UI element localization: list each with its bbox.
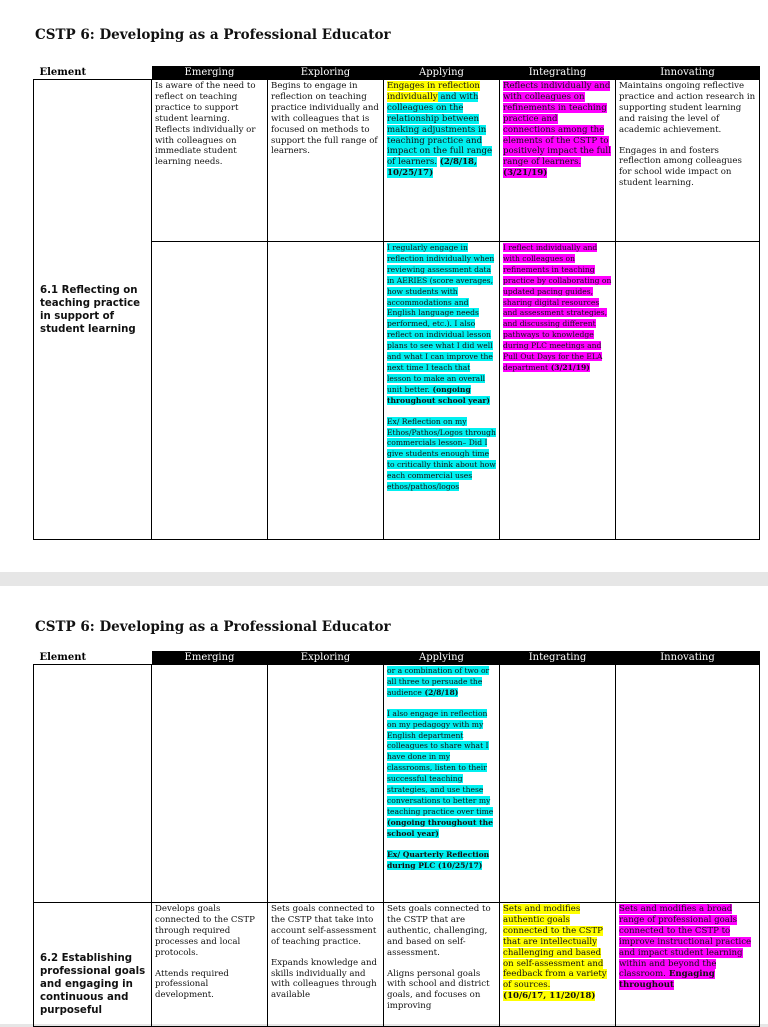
cont-applying: or a combination of two or all three to persuade the audience (2/8/18) I also engage in reflection on my pedagogy with my English department colleagues to share what I have done in my classrooms, listen to their successful teaching strategies, and use these conversations to better my teaching practice over time (ongoing throughout the school year) Ex/ Quarterly Reflection during PLC (10/25/17): [384, 665, 500, 903]
header-innovating: Innovating: [616, 651, 760, 665]
cstp-table-page-2: [33, 651, 760, 1027]
header-integrating: Integrating: [500, 66, 616, 80]
header-innovating: Innovating: [616, 66, 760, 80]
descriptor-row: [34, 80, 760, 242]
evidence-innovating: [616, 242, 760, 540]
e62-applying: Sets goals connected to the CSTP that are authentic, challenging, and based on self-assessment. Aligns personal goals with school and district goals, and focuses on improving: [384, 903, 500, 1027]
header-emerging: Emerging: [152, 651, 268, 665]
desc-applying: Engages in reflection individually and with colleagues on the relationship between making adjustments in teaching practice and impact on the full range of learners. (2/8/18, 10/25/17): [384, 80, 500, 242]
evidence-applying: I regularly engage in reflection individually when reviewing assessment data in AERIES (score averages, how students with accommodations and English language needs performed, etc.). I also reflect on individual lesson plans to see what I did well and what I can improve the next time I teach that lesson to make an overall unit better. (ongoing throughout school year) Ex/ Reflection on my Ethos/Pathos/Logos through commercials lesson– Did I give students enough time to critically think about how each commercial uses ethos/pathos/logos: [384, 242, 500, 540]
cont-emerging: [152, 665, 268, 903]
continued-row: [34, 665, 760, 903]
header-element: Element: [34, 651, 152, 665]
evidence-integrating: I reflect individually and with colleagues on refinements in teaching practice by collaborating on updated pacing guides, sharing digital resources and assessment strategies, and discussing different pathways to knowledge during PLC meetings and Pull Out Days for the ELA department (3/21/19): [500, 242, 616, 540]
page-title: CSTP 6: Developing as a Professional Educator: [35, 27, 391, 43]
page-2: [0, 586, 768, 1024]
desc-integrating: Reflects individually and with colleagues on refinements in teaching practice and connections among the elements of the CSTP to positively impact the full range of learners. (3/21/19): [500, 80, 616, 242]
header-integrating: Integrating: [500, 651, 616, 665]
header-row: [34, 651, 760, 665]
page-title: CSTP 6: Developing as a Professional Educator: [35, 619, 391, 635]
e62-integrating: Sets and modifies authentic goals connected to the CSTP that are intellectually challenging and based on self-assessment and feedback from a variety of sources. (10/6/17, 11/20/18): [500, 903, 616, 1027]
header-exploring: Exploring: [268, 651, 384, 665]
header-exploring: Exploring: [268, 66, 384, 80]
evidence-exploring: [268, 242, 384, 540]
header-applying: Applying: [384, 66, 500, 80]
element-6-2-row: [34, 903, 760, 1027]
header-applying: Applying: [384, 651, 500, 665]
cont-integrating: [500, 665, 616, 903]
cstp-table-page-1: [33, 66, 760, 540]
element-6-1-cont: [34, 665, 152, 903]
element-6-2: 6.2 Establishing professional goals and engaging in continuous and purposeful: [34, 903, 152, 1027]
element-6-1: 6.1 Reflecting on teaching practice in support of student learning: [34, 80, 152, 540]
desc-emerging: Is aware of the need to reflect on teaching practice to support student learning. Reflects individually or with colleagues on immediate student learning needs.: [152, 80, 268, 242]
desc-innovating: Maintains ongoing reflective practice and action research in supporting student learning and raising the level of academic achievement. Engages in and fosters reflection among colleagues for school wide impact on student learning.: [616, 80, 760, 242]
e62-emerging: Develops goals connected to the CSTP through required processes and local protocols. Attends required professional development.: [152, 903, 268, 1027]
evidence-emerging: [152, 242, 268, 540]
cont-exploring: [268, 665, 384, 903]
e62-exploring: Sets goals connected to the CSTP that take into account self-assessment of teaching practice. Expands knowledge and skills individually and with colleagues through available: [268, 903, 384, 1027]
desc-exploring: Begins to engage in reflection on teaching practice individually and with colleagues that is focused on methods to support the full range of learners.: [268, 80, 384, 242]
cont-innovating: [616, 665, 760, 903]
header-emerging: Emerging: [152, 66, 268, 80]
header-element: Element: [34, 66, 152, 80]
header-row: [34, 66, 760, 80]
e62-innovating: Sets and modifies a broad range of professional goals connected to the CSTP to improve instructional practice and impact student learning within and beyond the classroom. Engaging throughout: [616, 903, 760, 1027]
